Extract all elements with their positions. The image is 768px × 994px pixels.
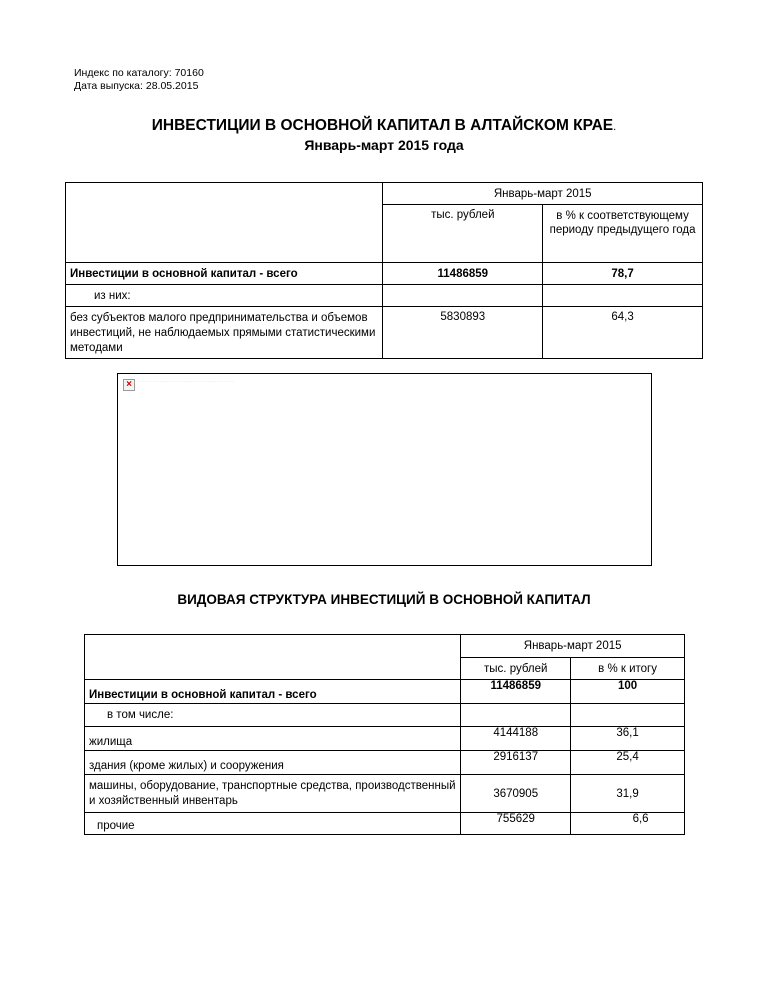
row-value: 4144188 xyxy=(461,727,571,751)
value-column-header: тыс. рублей xyxy=(461,658,571,680)
row-label: без субъектов малого предпринимательства и объемов инвестиций, не наблюдаемых прямыми статистическими методами xyxy=(66,307,383,359)
period-header: Январь-март 2015 xyxy=(383,183,703,205)
row-value: 2916137 xyxy=(461,751,571,775)
row-percent: 6,6 xyxy=(571,813,685,835)
row-label: в том числе: xyxy=(85,704,461,727)
row-value xyxy=(383,285,543,307)
row-label: прочие xyxy=(85,813,461,835)
section-title: ВИДОВАЯ СТРУКТУРА ИНВЕСТИЦИЙ В ОСНОВНОЙ КАПИТАЛ xyxy=(177,592,591,607)
table-row xyxy=(85,813,685,835)
row-value: 11486859 xyxy=(461,680,571,704)
percent-column-header: в % к соответствующему периоду предыдущего года xyxy=(543,205,703,263)
document-title-text: ИНВЕСТИЦИИ В ОСНОВНОЙ КАПИТАЛ В АЛТАЙСКОМ КРАЕ xyxy=(151,117,614,134)
row-label: машины, оборудование, транспортные средства, производственный и хозяйственный инвентарь xyxy=(85,775,461,813)
row-percent: 36,1 xyxy=(571,727,685,751)
row-percent: 25,4 xyxy=(571,751,685,775)
row-label: Инвестиции в основной капитал - всего xyxy=(85,680,461,704)
table-row xyxy=(85,680,685,704)
broken-image-icon: × xyxy=(123,379,135,391)
table-row xyxy=(85,704,685,727)
document-title: ИНВЕСТИЦИИ В ОСНОВНОЙ КАПИТАЛ В АЛТАЙСКОМ КРАЕ. xyxy=(151,117,617,134)
row-percent: 31,9 xyxy=(571,775,685,813)
row-percent: 64,3 xyxy=(543,307,703,359)
table-row xyxy=(85,775,685,813)
row-percent: 100 xyxy=(571,680,685,704)
row-label: Инвестиции в основной капитал - всего xyxy=(66,263,383,285)
catalog-index: Индекс по каталогу: 70160 xyxy=(74,67,204,79)
investment-table xyxy=(65,182,703,359)
release-date: Дата выпуска: 28.05.2015 xyxy=(74,80,199,92)
structure-table xyxy=(84,634,685,835)
missing-image-text: · · · · · · · · · · · · · · · · · · · · · · · · · · · · · · · · · · · · · · · · · · · · · · · · · · · · · xyxy=(138,379,235,383)
value-column-header: тыс. рублей xyxy=(383,205,543,263)
table-corner-cell xyxy=(85,635,461,680)
row-value xyxy=(461,704,571,727)
document-meta xyxy=(74,67,204,93)
row-percent xyxy=(543,285,703,307)
missing-image-frame xyxy=(117,373,652,566)
row-value: 5830893 xyxy=(383,307,543,359)
table-corner-cell xyxy=(66,183,383,263)
period-header: Январь-март 2015 xyxy=(461,635,685,658)
row-percent xyxy=(571,704,685,727)
table-row xyxy=(66,307,703,359)
percent-column-header: в % к итогу xyxy=(571,658,685,680)
document-subtitle: Январь-март 2015 года xyxy=(304,137,464,153)
table-row xyxy=(85,727,685,751)
row-label: из них: xyxy=(66,285,383,307)
table-row xyxy=(66,263,703,285)
row-percent: 78,7 xyxy=(543,263,703,285)
table-row xyxy=(85,751,685,775)
row-value: 11486859 xyxy=(383,263,543,285)
row-value: 755629 xyxy=(461,813,571,835)
row-label: здания (кроме жилых) и сооружения xyxy=(85,751,461,775)
table-row xyxy=(66,285,703,307)
row-label: жилища xyxy=(85,727,461,751)
row-value: 3670905 xyxy=(461,775,571,813)
